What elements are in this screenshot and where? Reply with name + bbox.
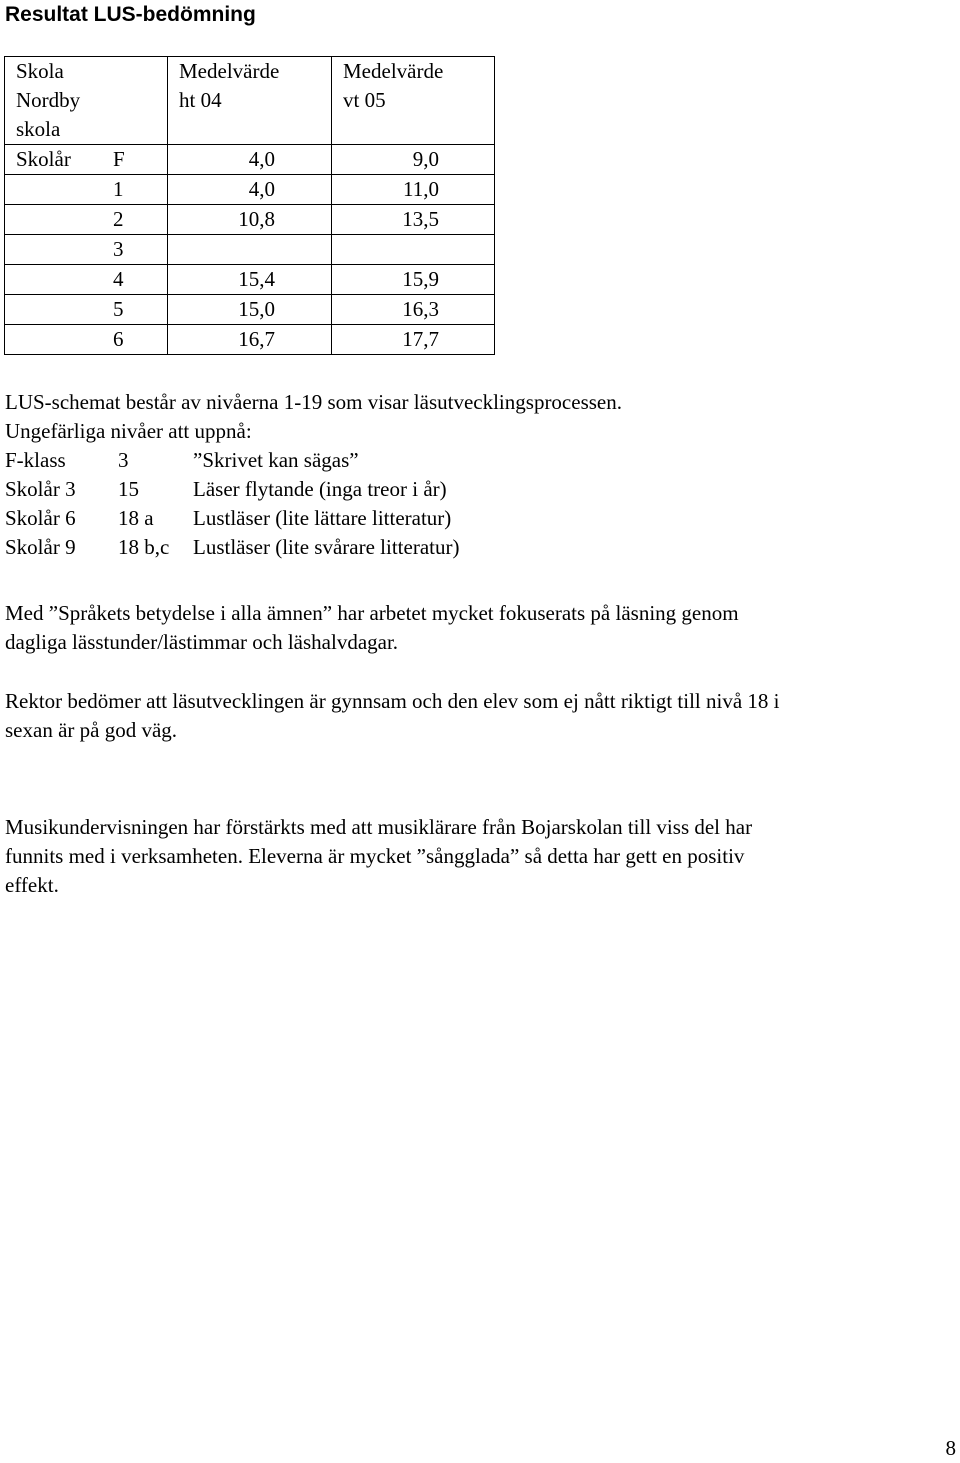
value-ht04: 4,0	[168, 175, 332, 205]
value-ht04	[168, 235, 332, 265]
level-description: Lustläser (lite lättare litteratur)	[193, 506, 452, 530]
value-vt05: 9,0	[332, 145, 495, 175]
grade-cell	[5, 175, 168, 205]
grade-value: 5	[113, 297, 124, 321]
grade-prefix: Skolår	[16, 147, 71, 171]
table-row	[5, 265, 495, 295]
level-description: Läser flytande (inga treor i år)	[193, 477, 447, 501]
table-row	[5, 325, 495, 355]
level-value: 3	[118, 448, 129, 472]
level-group: Skolår 9	[5, 535, 76, 559]
level-description: Lustläser (lite svårare litteratur)	[193, 535, 460, 559]
level-group: F-klass	[5, 448, 66, 472]
value-ht04: 15,0	[168, 295, 332, 325]
level-group: Skolår 3	[5, 477, 76, 501]
value-vt05: 11,0	[332, 175, 495, 205]
grade-cell	[5, 325, 168, 355]
grade-value: 1	[113, 177, 124, 201]
table-row	[5, 235, 495, 265]
level-value: 18 b,c	[118, 535, 170, 559]
paragraph-reading-focus: Med ”Språkets betydelse i alla ämnen” har arbetet mycket fokuserats på läsning genom dagliga lässtunder/lästimmar och läshalvdagar.	[5, 601, 739, 654]
page-number: 8	[945, 1436, 956, 1460]
value-vt05	[332, 235, 495, 265]
header-average-ht04: Medelvärde ht 04	[168, 57, 332, 145]
grade-value: F	[113, 147, 125, 171]
value-ht04: 16,7	[168, 325, 332, 355]
paragraph-music-education: Musikundervisningen har förstärkts med att musiklärare från Bojarskolan till viss del har funnits med i verksamheten. Eleverna är mycket ”sångglada” så detta har gett en positiv effekt.	[5, 815, 753, 897]
level-group: Skolår 6	[5, 506, 76, 530]
value-vt05: 17,7	[332, 325, 495, 355]
header-school: Skola Nordby skola	[5, 57, 168, 145]
grade-cell	[5, 205, 168, 235]
value-ht04: 4,0	[168, 145, 332, 175]
table-row	[5, 145, 495, 175]
table-row	[5, 175, 495, 205]
grade-cell	[5, 265, 168, 295]
value-ht04: 15,4	[168, 265, 332, 295]
lus-results-table	[4, 56, 495, 355]
grade-cell	[5, 145, 168, 175]
value-ht04: 10,8	[168, 205, 332, 235]
paragraph-principal-assessment: Rektor bedömer att läsutvecklingen är gynnsam och den elev som ej nått riktigt till nivå 18 i sexan är på god väg.	[5, 689, 780, 742]
value-vt05: 16,3	[332, 295, 495, 325]
header-average-vt05: Medelvärde vt 05	[332, 57, 495, 145]
level-description: ”Skrivet kan sägas”	[193, 448, 359, 472]
table-header-row	[5, 57, 495, 145]
grade-value: 3	[113, 237, 124, 261]
intro-line: LUS-schemat består av nivåerna 1-19 som visar läsutvecklingsprocessen.	[5, 390, 622, 414]
value-vt05: 15,9	[332, 265, 495, 295]
intro-line: Ungefärliga nivåer att uppnå:	[5, 419, 252, 443]
grade-cell	[5, 235, 168, 265]
grade-value: 4	[113, 267, 124, 291]
section-heading: Resultat LUS-bedömning	[5, 3, 256, 26]
table-row	[5, 205, 495, 235]
grade-value: 2	[113, 207, 124, 231]
table-row	[5, 295, 495, 325]
level-value: 18 a	[118, 506, 154, 530]
grade-value: 6	[113, 327, 124, 351]
level-value: 15	[118, 477, 139, 501]
grade-cell	[5, 295, 168, 325]
value-vt05: 13,5	[332, 205, 495, 235]
